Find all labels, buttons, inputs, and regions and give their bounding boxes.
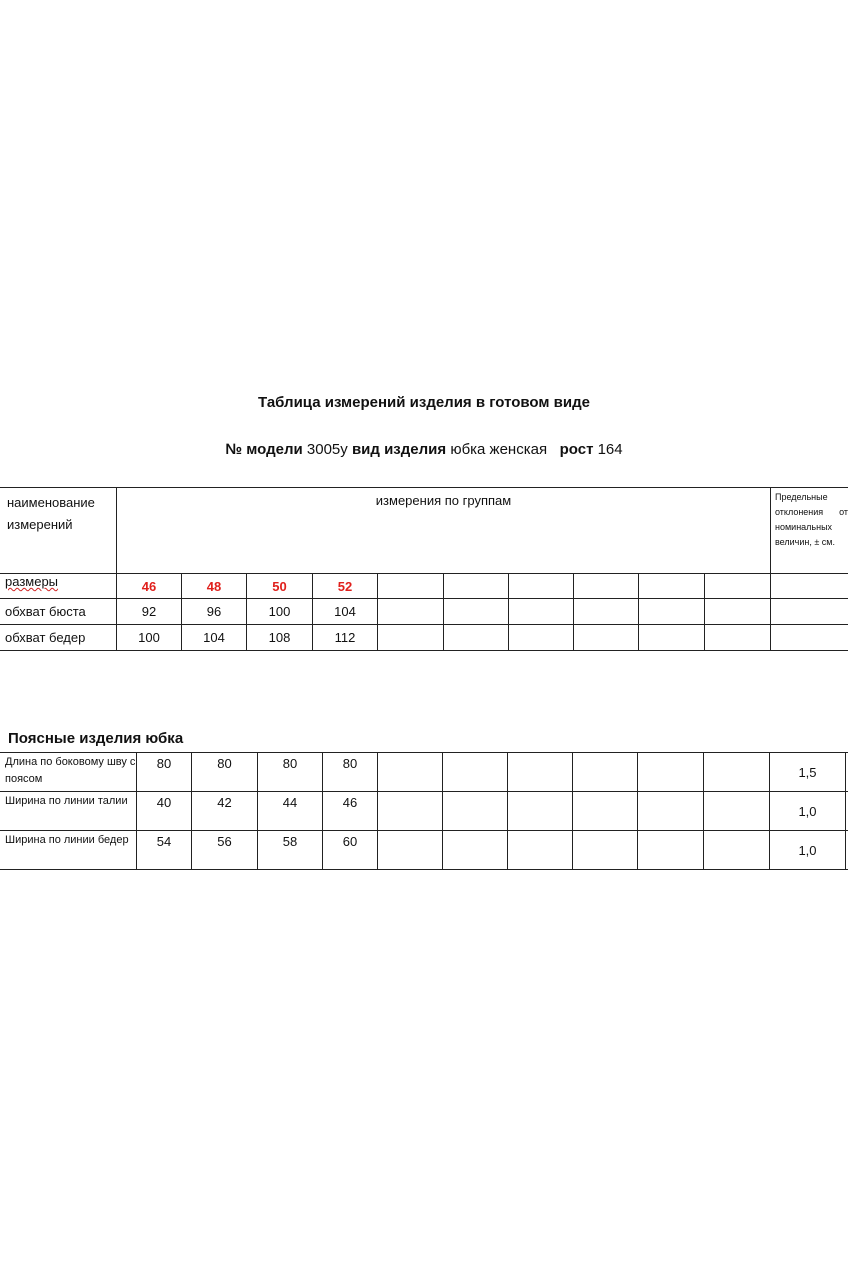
empty-cell [638, 792, 704, 831]
empty-cell [574, 574, 639, 599]
value-cell: 108 [247, 625, 313, 651]
empty-cell [574, 625, 639, 651]
empty-cell [638, 753, 704, 792]
table-row [0, 599, 848, 625]
value-cell: 104 [182, 625, 247, 651]
model-info-line [0, 441, 848, 458]
empty-cell [704, 831, 770, 870]
empty-cell [508, 792, 573, 831]
empty-cell [639, 625, 705, 651]
empty-cell [574, 599, 639, 625]
value-cell: 80 [323, 753, 378, 792]
value-cell: 80 [258, 753, 323, 792]
value-cell: 80 [192, 753, 258, 792]
row-label-hips: обхват бедер [0, 625, 117, 651]
value-cell: 56 [192, 831, 258, 870]
empty-cell [573, 831, 638, 870]
value-cell: 104 [313, 599, 378, 625]
empty-cell [638, 831, 704, 870]
value-cell: 44 [258, 792, 323, 831]
empty-cell [705, 599, 771, 625]
deviation-cell: 1,5 [770, 753, 846, 792]
empty-cell [771, 574, 848, 599]
height-value: 164 [597, 441, 623, 458]
empty-cell [705, 625, 771, 651]
empty-cell [378, 625, 444, 651]
table-row [0, 625, 848, 651]
empty-cell [509, 574, 574, 599]
empty-cell [573, 753, 638, 792]
row-label-length: Длина по боковому шву с поясом [0, 753, 137, 792]
value-cell: 54 [137, 831, 192, 870]
value-cell: 60 [323, 831, 378, 870]
value-cell: 92 [117, 599, 182, 625]
header-deviation: Предельные отклонения от номинальных величин, ± см. [771, 488, 848, 574]
empty-cell [443, 792, 508, 831]
empty-cell [639, 599, 705, 625]
value-cell: 100 [247, 599, 313, 625]
empty-cell [508, 831, 573, 870]
empty-cell [378, 599, 444, 625]
row-label-bust: обхват бюста [0, 599, 117, 625]
model-label: № модели [225, 441, 303, 458]
value-cell: 112 [313, 625, 378, 651]
empty-cell [378, 831, 443, 870]
empty-cell [378, 753, 443, 792]
empty-cell [508, 753, 573, 792]
empty-cell [444, 599, 509, 625]
row-label-sizes: размеры [5, 574, 59, 589]
value-cell: 42 [192, 792, 258, 831]
type-label: вид изделия [351, 441, 447, 458]
value-cell: 96 [182, 599, 247, 625]
value-cell: 46 [323, 792, 378, 831]
empty-cell [444, 574, 509, 599]
empty-cell [573, 792, 638, 831]
empty-cell [509, 599, 574, 625]
header-measurement-name: наименование измерений [0, 488, 117, 574]
empty-cell [509, 625, 574, 651]
section-title: Поясные изделия юбка [8, 730, 184, 747]
size-cell: 50 [247, 574, 313, 599]
table-row [0, 831, 848, 870]
empty-cell [771, 625, 848, 651]
value-cell: 58 [258, 831, 323, 870]
empty-cell [443, 753, 508, 792]
value-cell: 80 [137, 753, 192, 792]
table-row [0, 753, 848, 792]
table-row [0, 792, 848, 831]
size-cell: 46 [117, 574, 182, 599]
row-label-hip-width: Ширина по линии бедер [0, 831, 137, 870]
type-value: юбка женская [450, 441, 548, 458]
empty-cell [378, 574, 444, 599]
empty-cell [771, 599, 848, 625]
empty-cell [705, 574, 771, 599]
size-cell: 48 [182, 574, 247, 599]
value-cell: 40 [137, 792, 192, 831]
table-header-row [0, 488, 848, 574]
header-measurement-groups: измерения по группам [117, 488, 771, 574]
size-cell: 52 [313, 574, 378, 599]
deviation-cell: 1,0 [770, 831, 846, 870]
empty-cell [704, 792, 770, 831]
empty-cell [639, 574, 705, 599]
empty-cell [443, 831, 508, 870]
height-label: рост [559, 441, 594, 458]
model-value: 3005у [306, 441, 348, 458]
empty-cell [378, 792, 443, 831]
table-title: Таблица измерений изделия в готовом виде [258, 394, 590, 411]
empty-cell [704, 753, 770, 792]
row-label-waist-width: Ширина по линии талии [0, 792, 137, 831]
waist-products-table [0, 752, 848, 870]
measurements-table [0, 487, 848, 651]
empty-cell [444, 625, 509, 651]
value-cell: 100 [117, 625, 182, 651]
deviation-cell: 1,0 [770, 792, 846, 831]
table-row [0, 574, 848, 599]
